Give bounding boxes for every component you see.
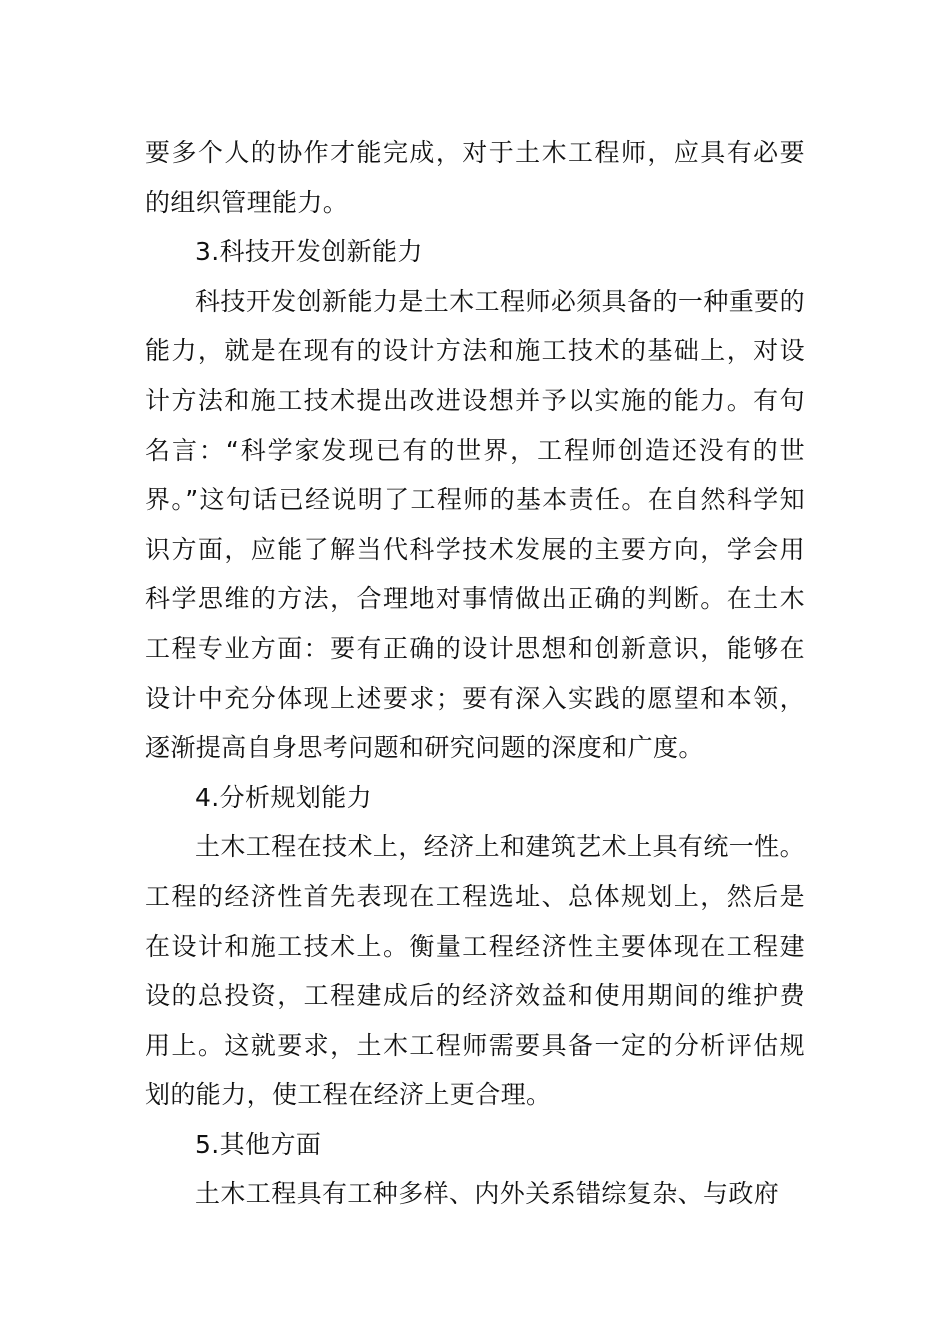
section-heading-planning: 4.分析规划能力 [195,782,373,812]
paragraph-org-management: 要多个人的协作才能完成，对于土木工程师，应具有必要的组织管理能力。 [145,138,805,217]
section-heading-other: 5.其他方面 [195,1129,322,1159]
section-heading-innovation: 3.科技开发创新能力 [195,237,423,267]
paragraph-innovation: 科技开发创新能力是土木工程师必须具备的一种重要的能力，就是在现有的设计方法和施工技术的基础上，对设计方法和施工技术提出改进设想并予以实施的能力。有句名言：“科学家发现已有的世界，工程师创造还没有的世界。”这句话已经说明了工程师的基本责任。在自然科学知识方面，应能了解当代科学技术发展的主要方向，学会用科学思维的方法，合理地对事情做出正确的判断。在土木工程专业方面：要有正确的设计思想和创新意识，能够在设计中充分体现上述要求；要有深入实践的愿望和本领，逐渐提高自身思考问题和研究问题的深度和广度。 [145,286,805,763]
paragraph-other: 土木工程具有工种多样、内外关系错综复杂、与政府 [195,1179,780,1209]
document-body [145,128,805,1219]
paragraph-planning: 土木工程在技术上，经济上和建筑艺术上具有统一性。工程的经济性首先表现在工程选址、总体规划上，然后是在设计和施工技术上。衡量工程经济性主要体现在工程建设的总投资，工程建成后的经济效益和使用期间的维护费用上。这就要求，土木工程师需要具备一定的分析评估规划的能力，使工程在经济上更合理。 [145,832,805,1110]
